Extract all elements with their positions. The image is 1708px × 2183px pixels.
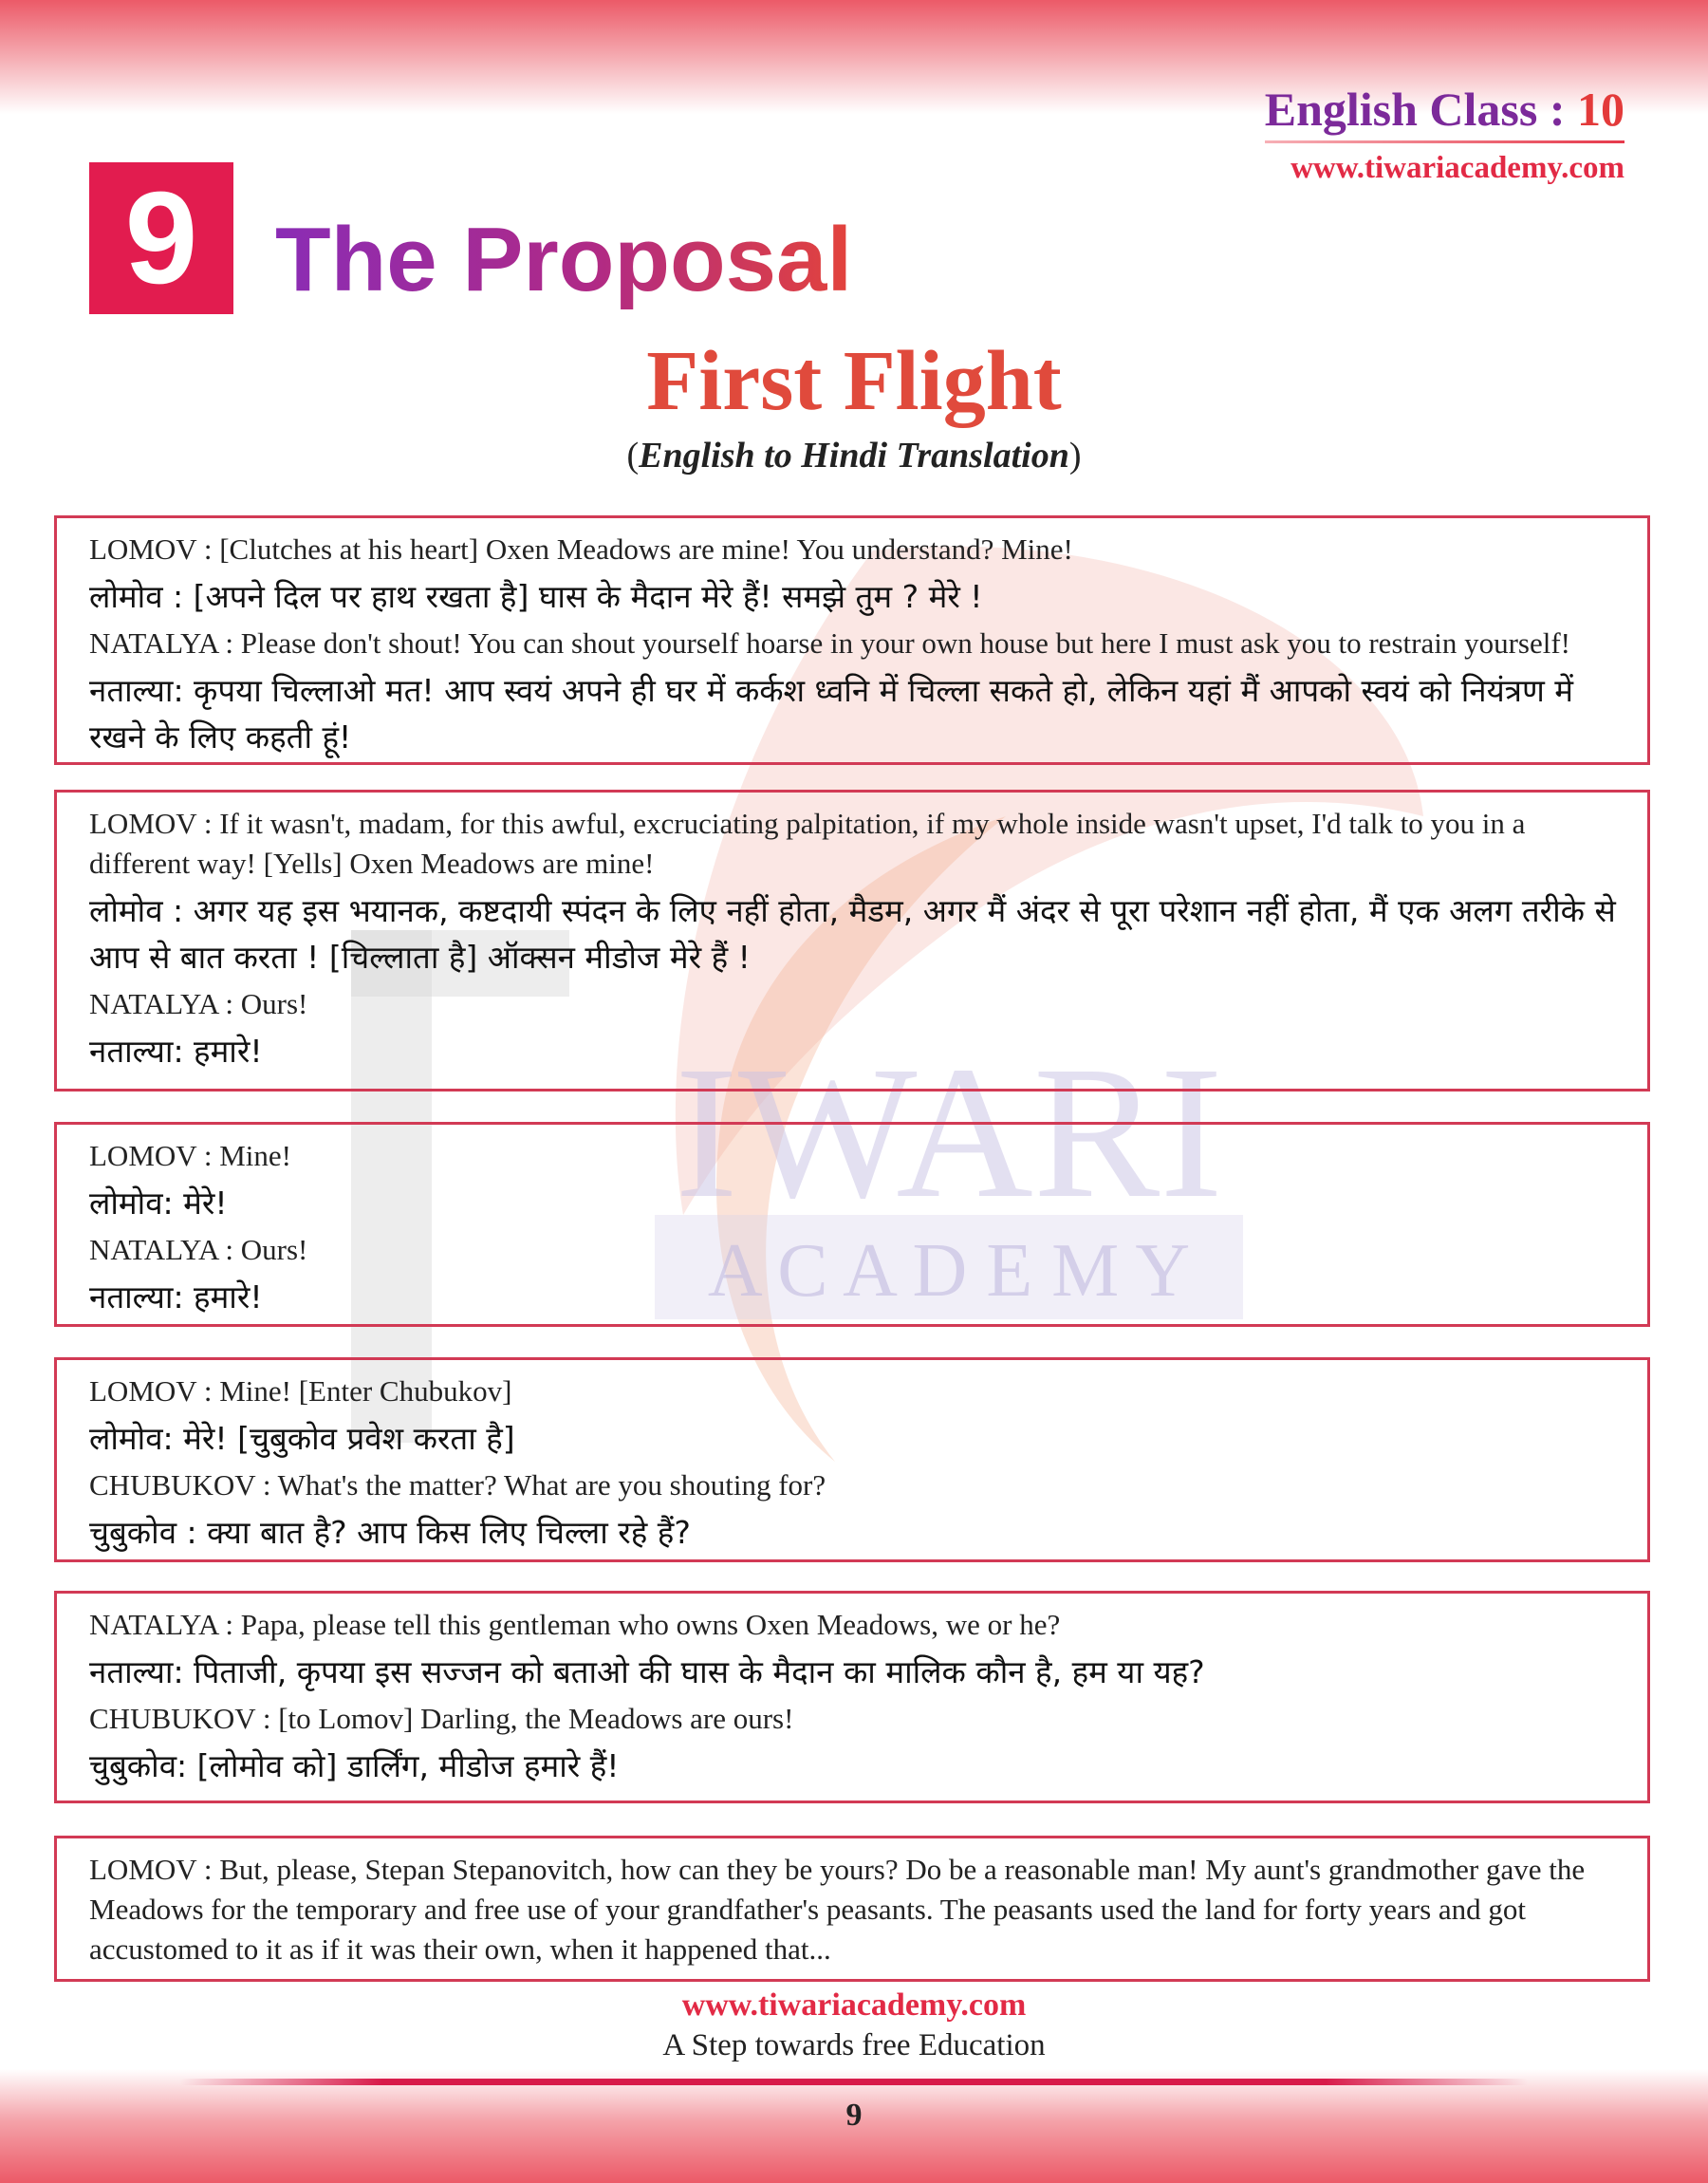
footer-tagline: A Step towards free Education bbox=[662, 2028, 1046, 2062]
footer-url[interactable]: www.tiwariacademy.com bbox=[681, 1987, 1027, 2023]
subtitle-close-paren: ) bbox=[1068, 436, 1082, 476]
hindi-line: लोमोव : अगर यह इस भयानक, कष्टदायी स्पंदन के लिए नहीं होता, मैडम, अगर मैं अंदर से पूरा परेशान नहीं होता, मैं एक अलग तरीके से आप से बात करता ! [चिल्लाता है] ऑक्सन मीडोज मेरे हैं ! bbox=[89, 892, 1616, 976]
hindi-line: नताल्या: पिताजी, कृपया इस सज्जन को बताओ की घास के मैदान का मालिक कौन है, हम या यह? bbox=[89, 1653, 1205, 1690]
english-line: LOMOV : Mine! [Enter Chubukov] bbox=[89, 1374, 512, 1408]
english-line: NATALYA : Please don't shout! You can shout yourself hoarse in your own house but here I must ask you to restrain yourself! bbox=[89, 626, 1570, 660]
english-line: LOMOV : If it wasn't, madam, for this awful, excruciating palpitation, if my whole inside wasn't upset, I'd talk to you in a different way! [Yells] Oxen Meadows are mine! bbox=[89, 807, 1526, 880]
english-line: LOMOV : Mine! bbox=[89, 1139, 291, 1172]
hindi-line: लोमोव: मेरे! [चुबुकोव प्रवेश करता है] bbox=[89, 1420, 515, 1457]
english-line: LOMOV : [Clutches at his heart] Oxen Meadows are mine! You understand? Mine! bbox=[89, 532, 1073, 566]
english-line: NATALYA : Papa, please tell this gentleman who owns Oxen Meadows, we or he? bbox=[89, 1608, 1061, 1641]
hindi-line: लोमोव : [अपने दिल पर हाथ रखता है] घास के मैदान मेरे हैं! समझे तुम ? मेरे ! bbox=[89, 578, 983, 615]
hindi-line: चुबुकोव: [लोमोव को] डार्लिंग, मीडोज हमारे हैं! bbox=[89, 1747, 620, 1784]
chapter-number-badge: 9 bbox=[89, 162, 233, 314]
hindi-line: नताल्या: हमारे! bbox=[89, 1278, 263, 1315]
subtitle bbox=[0, 433, 1708, 478]
dialogue-block bbox=[54, 1122, 1650, 1327]
english-line: NATALYA : Ours! bbox=[89, 987, 308, 1020]
subtitle-open-paren: ( bbox=[626, 436, 640, 476]
brand-title-text: English Class : bbox=[1264, 83, 1577, 136]
brand-header bbox=[1265, 82, 1624, 187]
hindi-line: नताल्या: हमारे! bbox=[89, 1033, 263, 1070]
brand-title bbox=[1265, 82, 1624, 137]
footer-divider bbox=[180, 2079, 1528, 2085]
dialogue-block bbox=[54, 1591, 1650, 1803]
brand-class-number: 10 bbox=[1577, 83, 1624, 136]
brand-url[interactable]: www.tiwariacademy.com bbox=[1290, 151, 1624, 185]
chapter-title: The Proposal bbox=[275, 203, 852, 317]
english-line: CHUBUKOV : [to Lomov] Darling, the Meadows are ours! bbox=[89, 1702, 794, 1735]
hindi-line: लोमोव: मेरे! bbox=[89, 1185, 228, 1222]
dialogue-block bbox=[54, 790, 1650, 1092]
book-title: First Flight bbox=[646, 334, 1062, 428]
subtitle-text: English to Hindi Translation bbox=[639, 436, 1069, 476]
watermark-text: IWARI bbox=[675, 1028, 1223, 1238]
hindi-line: नताल्या: कृपया चिल्लाओ मत! आप स्वयं अपने ही घर में कर्कश ध्वनि में चिल्ला सकते हो, लेकिन यहां मैं आपको स्वयं को नियंत्रण में रखने के लिए कहती हूं! bbox=[89, 672, 1574, 756]
english-line: CHUBUKOV : What's the matter? What are you shouting for? bbox=[89, 1468, 826, 1502]
english-line: LOMOV : But, please, Stepan Stepanovitch, how can they be yours? Do be a reasonable man! My aunt's grandmother gave the Meadows for the temporary and free use of your grandfather's peasants. The peasants used the land for forty years and got accustomed to it as if it was their own, when it happened that... bbox=[89, 1853, 1586, 1966]
dialogue-block bbox=[54, 1357, 1650, 1562]
brand-divider bbox=[1265, 140, 1624, 143]
hindi-line: चुबुकोव : क्या बात है? आप किस लिए चिल्ला रहे हैं? bbox=[89, 1514, 691, 1551]
dialogue-block bbox=[54, 515, 1650, 765]
english-line: NATALYA : Ours! bbox=[89, 1233, 308, 1266]
page-number: 9 bbox=[845, 2098, 863, 2133]
dialogue-block bbox=[54, 1836, 1650, 1982]
watermark-subtext: A C A D E M Y bbox=[707, 1229, 1191, 1313]
